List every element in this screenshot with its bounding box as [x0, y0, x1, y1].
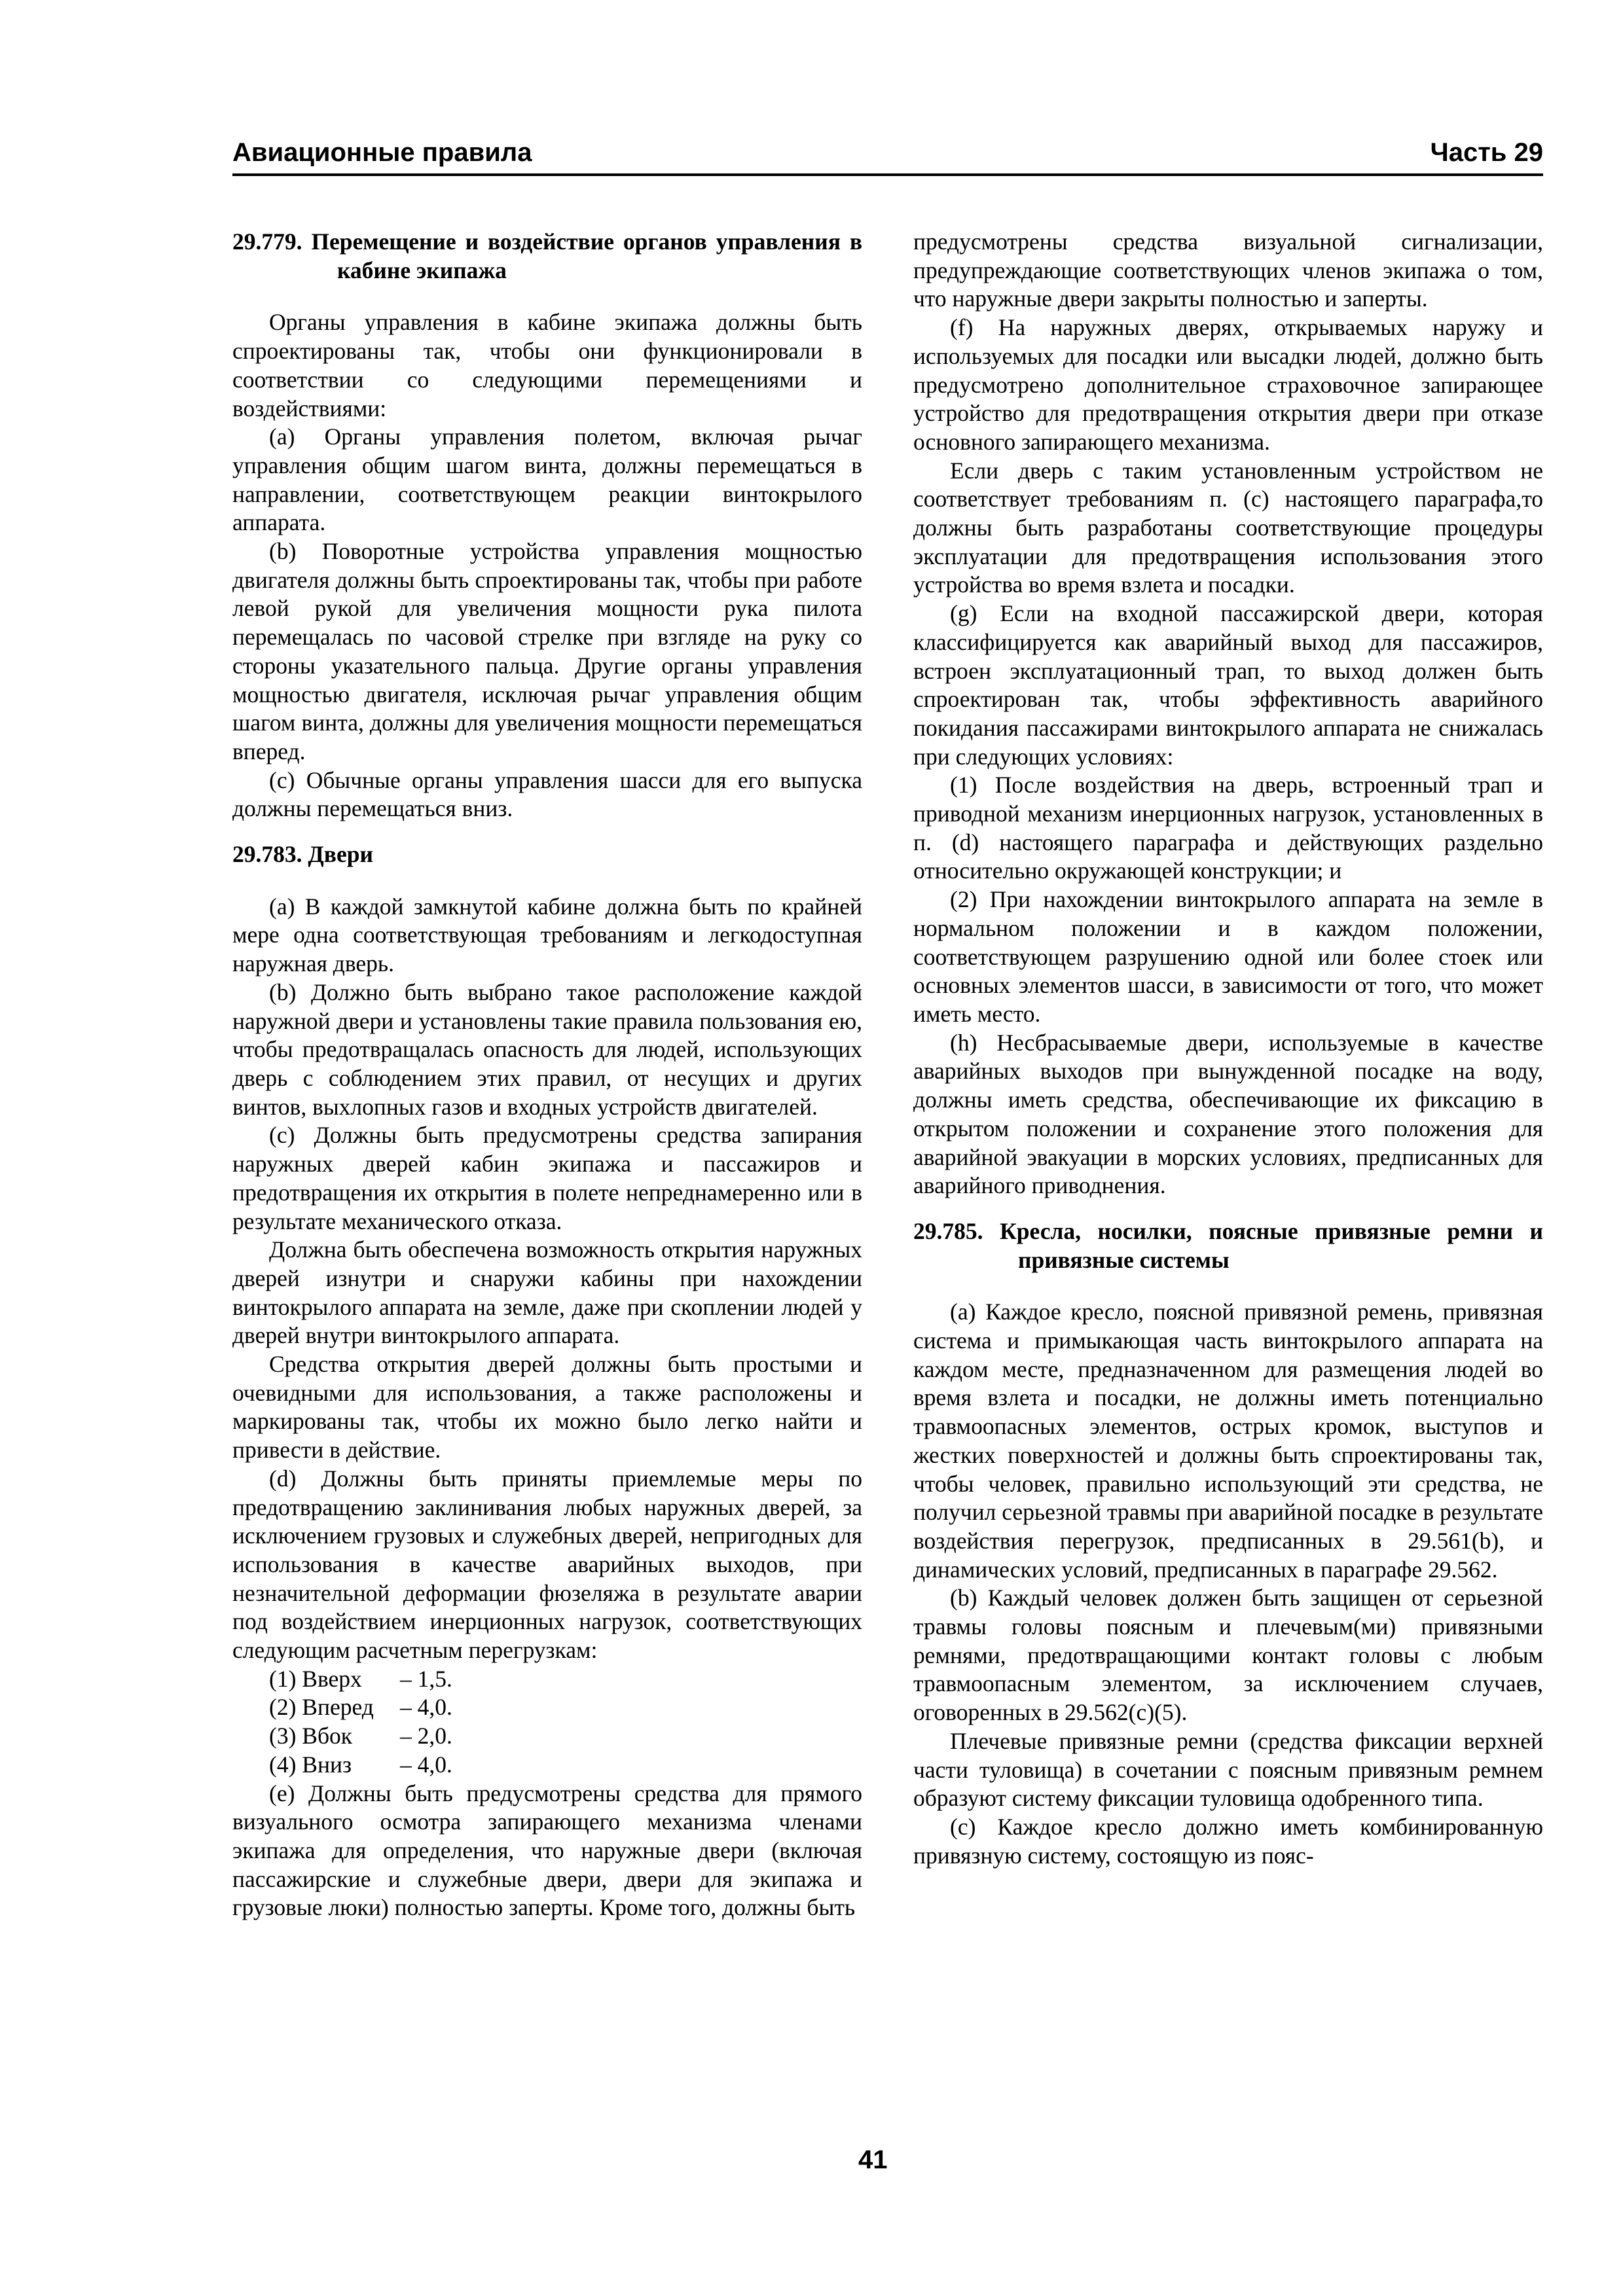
paragraph: (a) Органы управления полетом, включая рычаг управления общим шагом винта, должны перемещаться в направлении, соответствующем реакции винтокрылого аппарата.: [232, 423, 862, 536]
paragraph: Органы управления в кабине экипажа должны быть спроектированы так, чтобы они функционировали в соответствии со следующими перемещениями и воздействиями:: [232, 309, 862, 422]
paragraph: (f) На наружных дверях, открываемых наружу и используемых для посадки или высадки людей, должно быть предусмотрено дополнительное страховочное запирающее устройство для предотвращения открытия двери при отказе основного запирающего механизма.: [913, 314, 1543, 455]
left-column: [232, 228, 862, 1922]
paragraph: Плечевые привязные ремни (средства фиксации верхней части туловища) в сочетании с поясным привязным ремнем образуют систему фиксации туловища одобренного типа.: [913, 1727, 1543, 1812]
load-factor-row: (2) Вперед – 4,0.: [269, 1694, 452, 1721]
paragraph: Если дверь с таким установленным устройством не соответствует требованиям п. (c) настоящего параграфа,то должны быть разработаны соответствующие процедуры эксплуатации для предотвращения использования этого устройства во время взлета и посадки.: [913, 457, 1543, 598]
paragraph: (d) Должны быть приняты приемлемые меры по предотвращению заклинивания любых наружных дверей, за исключением грузовых и служебных дверей, непригодных для использования в качестве аварийных выходов, при незначительной деформации фюзеляжа в результате аварии под воздействием инерционных нагрузок, соответствующих следующим расчетным перегрузкам:: [232, 1465, 862, 1664]
paragraph: (c) Должны быть предусмотрены средства запирания наружных дверей кабин экипажа и пассажиров и предотвращения их открытия в полете непреднамеренно или в результате механического отказа.: [232, 1122, 862, 1234]
paragraph: (a) В каждой замкнутой кабине должна быть по крайней мере одна соответствующая требованиям и легкодоступная наружная дверь.: [232, 893, 862, 977]
running-header: [232, 134, 1543, 176]
page-number: 41: [858, 2145, 888, 2174]
paragraph: Средства открытия дверей должны быть простыми и очевидными для использования, а также расположены и маркированы так, чтобы их можно было легко найти и привести в действие.: [232, 1351, 862, 1463]
section-title-29-785: 29.785. Кресла, носилки, поясные привязные ремни и привязные системы: [913, 1217, 1543, 1273]
paragraph: (a) Каждое кресло, поясной привязной ремень, привязная система и примыкающая часть винтокрылого аппарата на каждом месте, предназначенном для размещения людей во время взлета и посадки, не должны иметь потенциально травмоопасных элементов, острых кромок, выступов и жестких поверхностей и должны быть спроектированы так, чтобы человек, правильно использующий эти средства, не получил серьезной травмы при аварийной посадке в результате воздействия перегрузок, предписанных в 29.561(b), и динамических условий, предписанных в параграфе 29.562.: [913, 1299, 1543, 1583]
paragraph: (g) Если на входной пассажирской двери, которая классифицируется как аварийный выход для пассажиров, встроен эксплуатационный трап, то выход должен быть спроектирован так, чтобы эффективность аварийного покидания пассажирами винтокрылого аппарата не снижалась при следующих условиях:: [913, 600, 1543, 770]
paragraph: (c) Обычные органы управления шасси для его выпуска должны перемещаться вниз.: [232, 766, 862, 822]
paragraph: (b) Должно быть выбрано такое расположение каждой наружной двери и установлены такие правила пользования ею, чтобы предотвращалась опасность для людей, использующих дверь с соблюдением этих правил, от несущих и других винтов, выхлопных газов и входных устройств двигателей.: [232, 978, 862, 1120]
paragraph-continued: предусмотрены средства визуальной сигнализации, предупреждающие соответствующих членов экипажа о том, что наружные двери закрыты полностью и заперты.: [913, 228, 1543, 312]
load-factor-row: (1) Вверх – 1,5.: [269, 1665, 452, 1692]
section-title-29-779: 29.779. Перемещение и воздействие органов управления в кабине экипажа: [232, 228, 863, 283]
paragraph: (c) Каждое кресло должно иметь комбинированную привязную систему, состоящую из пояс-: [913, 1813, 1543, 1869]
paragraph: (e) Должны быть предусмотрены средства для прямого визуального осмотра запирающего механизма членами экипажа для определения, что наружные двери (включая пассажирские и служебные двери, двери для экипажа и грузовые люки) полностью заперты. Кроме того, должны быть: [232, 1780, 862, 1921]
load-factor-row: (3) Вбок – 2,0.: [269, 1723, 452, 1749]
header-left-title: Авиационные правила: [232, 138, 532, 167]
header-right-part: Часть 29: [1430, 138, 1543, 167]
load-factor-row: (4) Вниз – 4,0.: [269, 1751, 452, 1778]
paragraph: (b) Каждый человек должен быть защищен от серьезной травмы головы поясным и плечевым(ми) привязными ремнями, предотвращающими контакт головы с любым травмоопасным элементом, за исключением случаев, оговоренных в 29.562(c)(5).: [913, 1585, 1543, 1726]
paragraph: (2) При нахождении винтокрылого аппарата на земле в нормальном положении и в каждом положении, соответствующем разрушению одной или более стоек или основных элементов шасси, в зависимости от того, что может иметь место.: [913, 886, 1543, 1027]
paragraph: Должна быть обеспечена возможность открытия наружных дверей изнутри и снаружи кабины при нахождении винтокрылого аппарата на земле, даже при скоплении людей у дверей внутри винтокрылого аппарата.: [232, 1236, 862, 1349]
paragraph: (b) Поворотные устройства управления мощностью двигателя должны быть спроектированы так, чтобы при работе левой рукой для увеличения мощности рука пилота перемещалась по часовой стрелке при взгляде на руку со стороны указательного пальца. Другие органы управления мощностью двигателя, исключая рычаг управления общим шагом винта, должны для увеличения мощности перемещаться вперед.: [232, 538, 862, 764]
section-title-29-783: 29.783. Двери: [232, 841, 373, 868]
right-column: [913, 228, 1543, 1870]
paragraph: (h) Несбрасываемые двери, используемые в качестве аварийных выходов при вынужденной посадке на воду, должны иметь средства, обеспечивающие их фиксацию в открытом положении и сохранение этого положения для аварийной эвакуации в морских условиях, предписанных для аварийного приводнения.: [913, 1029, 1543, 1199]
paragraph: (1) После воздействия на дверь, встроенный трап и приводной механизм инерционных нагрузок, установленных в п. (d) настоящего параграфа и действующих раздельно относительно окружающей конструкции; и: [913, 772, 1543, 884]
